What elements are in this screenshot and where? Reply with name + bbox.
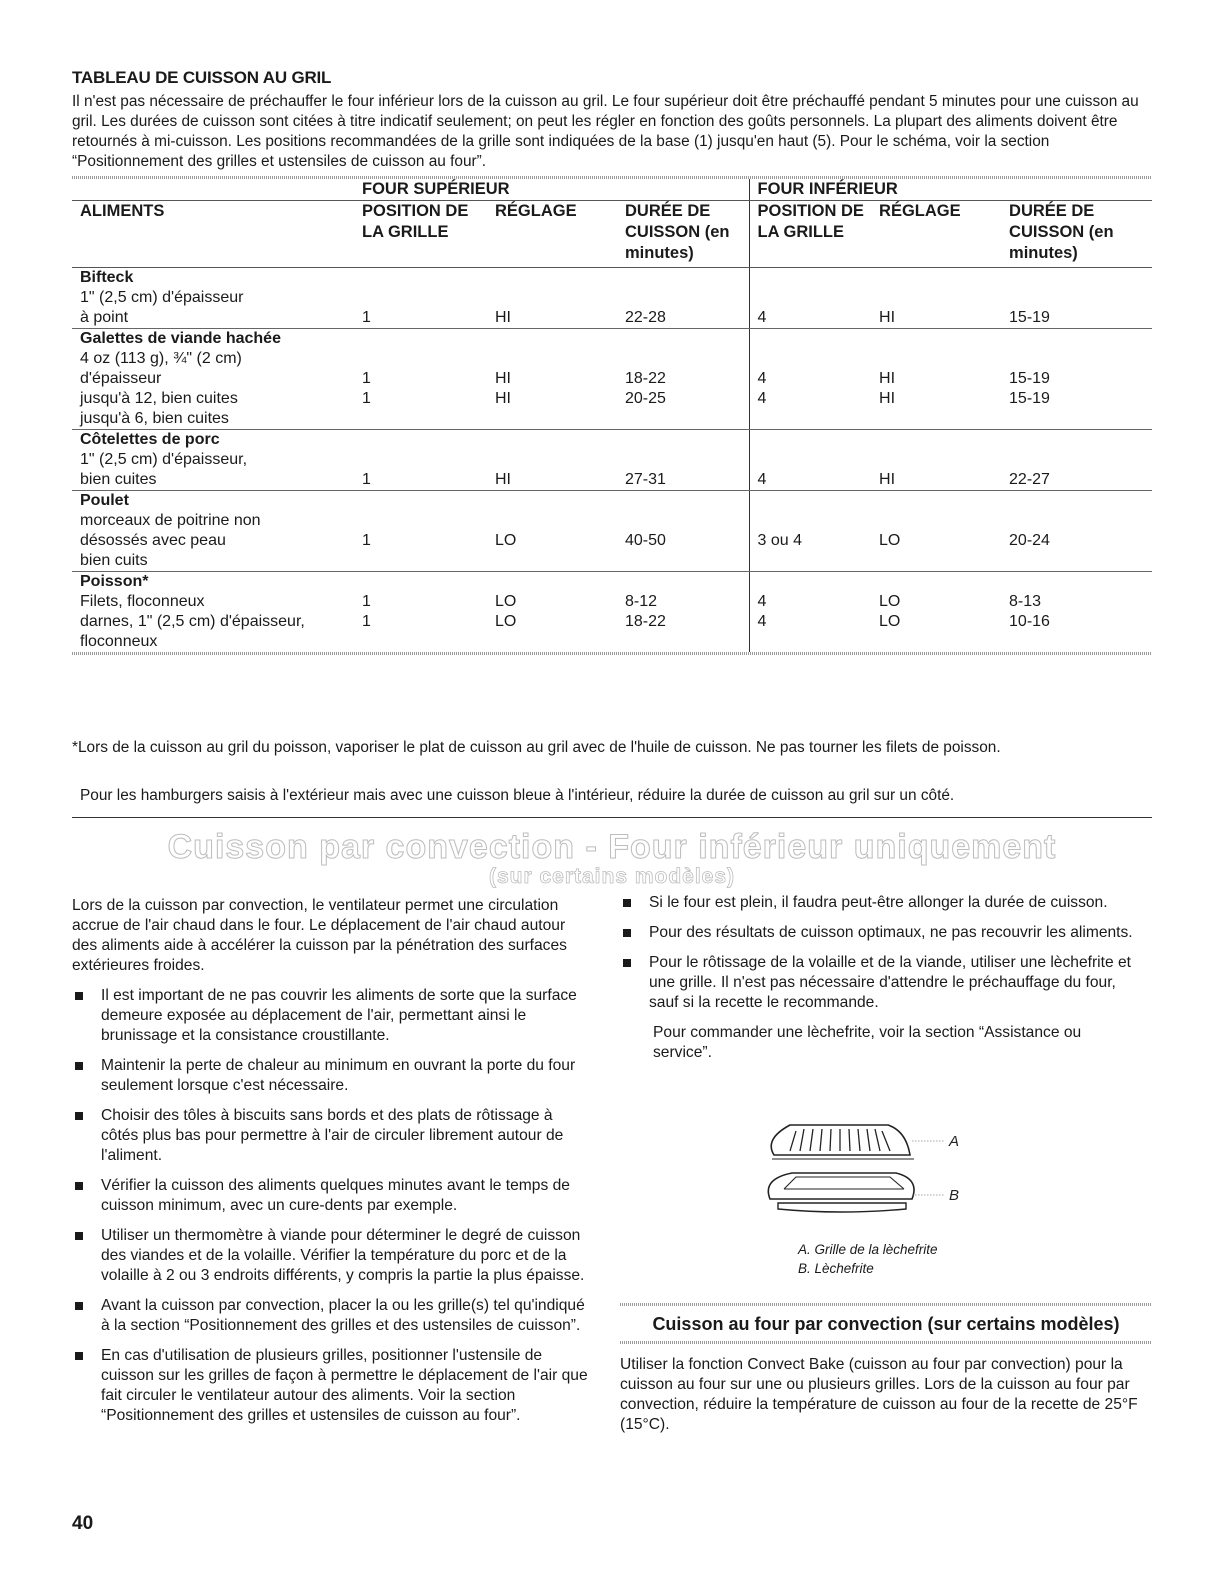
cell-value <box>625 632 749 652</box>
lower-time-cell <box>1009 329 1152 430</box>
cell-value: 20-24 <box>1009 532 1050 549</box>
table-row <box>72 430 1152 491</box>
spacer <box>625 430 749 450</box>
cell-value <box>758 288 880 308</box>
spacer <box>625 329 749 349</box>
spacer <box>495 572 625 592</box>
cell-value <box>879 409 1009 429</box>
list-item-text: Choisir des tôles à biscuits sans bords et des plats de rôtissage à côtés plus bas pour permettre à l'air de circuler librement autour de l'aliment. <box>101 1107 564 1164</box>
square-bullet-icon <box>75 992 83 1000</box>
cell-value: 4 <box>757 309 767 326</box>
subheading-top-rule <box>620 1303 1152 1306</box>
list-item-text: Si le four est plein, il faudra peut-être allonger la durée de cuisson. <box>649 894 1108 911</box>
col-time-line1: DURÉE DE <box>1009 202 1095 220</box>
cell-value: 1 <box>362 613 371 630</box>
lower-setting-cell <box>879 491 1009 572</box>
convection-title: Cuisson par convection - Four inférieur uniquement <box>167 828 1057 866</box>
cell-value <box>879 450 1009 470</box>
cell-value: 1 <box>362 309 371 326</box>
list-item <box>620 923 1140 943</box>
food-detail: morceaux de poitrine non <box>80 512 261 529</box>
upper-position-cell <box>362 430 495 491</box>
list-item <box>620 953 1140 1013</box>
list-item-text: Avant la cuisson par convection, placer la ou les grille(s) tel qu'indiqué à la section “Positionnement des grilles et des ustensiles de cuisson”. <box>101 1297 585 1334</box>
spacer <box>758 430 880 450</box>
food-cell <box>72 491 362 572</box>
food-detail: jusqu'à 6, bien cuites <box>80 410 229 427</box>
convect-bake-text: Utiliser la fonction Convect Bake (cuisson au four par convection) pour la cuisson au four sur une ou plusieurs grilles. Lors de la cuisson au four par convection, réduire la température de cuisson au four de la recette de 25°F (15°C). <box>620 1356 1138 1433</box>
cell-value <box>362 409 495 429</box>
col-food: ALIMENTS <box>72 201 362 268</box>
cell-value <box>362 551 495 571</box>
cell-value <box>758 450 880 470</box>
square-bullet-icon <box>75 1112 83 1120</box>
spacer <box>362 491 495 511</box>
cell-value <box>495 409 625 429</box>
cell-value <box>362 288 495 308</box>
cell-value: 22-28 <box>625 309 666 326</box>
cell-value <box>879 511 1009 531</box>
upper-time-cell <box>625 329 749 430</box>
cell-value: HI <box>879 309 896 326</box>
cell-value: 8-12 <box>625 593 658 610</box>
cell-value <box>758 349 880 369</box>
food-name: Côtelettes de porc <box>80 431 220 448</box>
list-item <box>72 1296 592 1336</box>
cell-value: HI <box>879 471 896 488</box>
lower-time-cell <box>1009 572 1152 653</box>
food-cell <box>72 430 362 491</box>
food-name: Bifteck <box>80 269 134 286</box>
cell-value <box>362 349 495 369</box>
cell-value: 15-19 <box>1009 370 1050 387</box>
food-detail: Filets, floconneux <box>80 593 205 610</box>
spacer <box>362 268 495 288</box>
lower-setting-cell <box>879 572 1009 653</box>
col-time-line3: minutes) <box>1009 244 1078 262</box>
list-item <box>72 1346 592 1426</box>
subheading-bottom-rule <box>620 1341 1152 1344</box>
broil-table-body <box>72 268 1152 653</box>
diagram-caption <box>760 1240 1020 1278</box>
spacer <box>362 329 495 349</box>
cell-value: 40-50 <box>625 532 666 549</box>
cell-value <box>758 409 880 429</box>
cell-value: HI <box>495 471 511 488</box>
spacer <box>495 430 625 450</box>
cell-value <box>1009 511 1152 531</box>
cell-value: HI <box>879 370 896 387</box>
cell-value: LO <box>495 613 517 630</box>
cell-value <box>879 632 1009 652</box>
cell-value: 1 <box>362 593 371 610</box>
spacer <box>758 268 880 288</box>
broiler-pan-diagram <box>760 1117 990 1229</box>
square-bullet-icon <box>75 1182 83 1190</box>
list-item <box>620 893 1140 913</box>
cell-value: 4 <box>757 370 767 387</box>
cell-value: 27-31 <box>625 471 666 488</box>
cell-value <box>495 288 625 308</box>
spacer <box>495 268 625 288</box>
upper-setting-cell <box>495 268 625 329</box>
cell-value <box>1009 288 1152 308</box>
square-bullet-icon <box>75 1232 83 1240</box>
list-item <box>72 986 592 1046</box>
cell-value: HI <box>495 390 511 407</box>
convect-bake-heading: Cuisson au four par convection (sur certains modèles) <box>652 1314 1120 1334</box>
upper-time-cell <box>625 430 749 491</box>
cell-value <box>625 450 749 470</box>
list-item-text: Utiliser un thermomètre à viande pour déterminer le degré de cuisson des viandes et de la volaille. Vérifier la température du porc et de la volaille à 2 ou 3 endroits différents, y compris la partie la plus épaisse. <box>101 1227 585 1284</box>
food-cell <box>72 572 362 653</box>
cell-value: 8-13 <box>1009 593 1042 610</box>
col-time-line2: CUISSON (en <box>1009 223 1114 241</box>
col-position-line1: POSITION DE <box>362 202 469 220</box>
cell-value <box>625 551 749 571</box>
cell-value <box>879 349 1009 369</box>
cell-value <box>362 511 495 531</box>
cell-value <box>1009 349 1152 369</box>
spacer <box>362 430 495 450</box>
cell-value <box>1009 632 1152 652</box>
food-name: Galettes de viande hachée <box>80 330 281 347</box>
cell-value: LO <box>495 532 517 549</box>
broil-chart-title: TABLEAU DE CUISSON AU GRIL <box>72 68 332 87</box>
col-lower-position <box>749 201 879 268</box>
spacer <box>879 572 1009 592</box>
cell-value <box>1009 409 1152 429</box>
food-detail: d'épaisseur <box>80 370 162 387</box>
group-upper-oven: FOUR SUPÉRIEUR <box>362 179 749 201</box>
lower-position-cell <box>749 430 879 491</box>
lower-time-cell <box>1009 268 1152 329</box>
cell-value <box>625 349 749 369</box>
cell-value <box>879 551 1009 571</box>
cell-value: 15-19 <box>1009 390 1050 407</box>
spacer <box>625 268 749 288</box>
cell-value <box>625 511 749 531</box>
spacer <box>625 572 749 592</box>
food-cell <box>72 329 362 430</box>
convection-tips-list <box>72 986 592 1426</box>
cell-value: 1 <box>362 370 371 387</box>
spacer <box>758 491 880 511</box>
cell-value <box>495 450 625 470</box>
upper-position-cell <box>362 572 495 653</box>
food-detail: darnes, 1" (2,5 cm) d'épaisseur, <box>80 613 305 630</box>
cell-value <box>495 511 625 531</box>
hamburger-note: Pour les hamburgers saisis à l'extérieur mais avec une cuisson bleue à l'intérieur, réduire la durée de cuisson au gril sur un côté. <box>80 787 955 804</box>
convection-right-column <box>620 893 1140 1073</box>
table-bottom-rule <box>72 652 1152 655</box>
col-lower-setting: RÉGLAGE <box>879 201 1009 268</box>
caption-a: A. Grille de la lèchefrite <box>798 1242 938 1257</box>
cell-value: 1 <box>362 471 371 488</box>
cell-value: LO <box>495 593 517 610</box>
table-row <box>72 329 1152 430</box>
lower-setting-cell <box>879 268 1009 329</box>
table-column-header <box>72 201 1152 268</box>
order-broiler-pan-text: Pour commander une lèchefrite, voir la section “Assistance ou service”. <box>653 1024 1082 1061</box>
food-detail: désossés avec peau <box>80 532 226 549</box>
spacer <box>1009 572 1152 592</box>
list-item-text: Pour des résultats de cuisson optimaux, ne pas recouvrir les aliments. <box>649 924 1133 941</box>
food-detail: 4 oz (113 g), ¾" (2 cm) <box>80 350 242 367</box>
list-item-text: Pour le rôtissage de la volaille et de la viande, utiliser une lèchefrite et une grille. Il n'est pas nécessaire d'attendre le préchauffage du four, sauf si la recette le recommande. <box>649 954 1131 1011</box>
cell-value: 10-16 <box>1009 613 1050 630</box>
cell-value: 18-22 <box>625 370 666 387</box>
spacer <box>879 268 1009 288</box>
lower-position-cell <box>749 572 879 653</box>
spacer <box>362 572 495 592</box>
list-item <box>72 1106 592 1166</box>
section-divider <box>72 817 1152 818</box>
lower-setting-cell <box>879 329 1009 430</box>
cell-value <box>758 551 880 571</box>
cell-value: 4 <box>757 471 767 488</box>
food-detail: à point <box>80 309 129 326</box>
spacer <box>879 491 1009 511</box>
cell-value: 15-19 <box>1009 309 1050 326</box>
label-b: B <box>949 1187 960 1204</box>
food-name: Poisson* <box>80 573 149 590</box>
upper-time-cell <box>625 268 749 329</box>
col-position-line1: POSITION DE <box>757 202 864 220</box>
list-item <box>72 1056 592 1096</box>
cell-value <box>758 632 880 652</box>
label-a: A <box>949 1133 960 1150</box>
list-item <box>72 1226 592 1286</box>
cell-value: 4 <box>757 390 767 407</box>
cell-value: HI <box>879 390 896 407</box>
col-time-line2: CUISSON (en <box>625 223 730 241</box>
cell-value: 3 ou 4 <box>757 532 803 549</box>
table-row <box>72 572 1152 653</box>
page-number: 40 <box>72 1513 94 1534</box>
upper-time-cell <box>625 572 749 653</box>
convection-subtitle: (sur certains modèles) <box>488 865 736 888</box>
list-item-text: Il est important de ne pas couvrir les aliments de sorte que la surface demeure exposée au déplacement de l'air, permettant ainsi le brunissage et la consistance croustillante. <box>101 987 577 1044</box>
list-item <box>72 1176 592 1216</box>
spacer <box>758 329 880 349</box>
spacer <box>1009 430 1152 450</box>
cell-value: 1 <box>362 390 371 407</box>
cell-value: 20-25 <box>625 390 666 407</box>
col-position-line2: LA GRILLE <box>362 223 449 241</box>
convection-tips-list-right <box>620 893 1140 1013</box>
lower-time-cell <box>1009 491 1152 572</box>
food-detail: 1" (2,5 cm) d'épaisseur <box>80 289 244 306</box>
food-detail: jusqu'à 12, bien cuites <box>80 390 238 407</box>
square-bullet-icon <box>623 959 631 967</box>
cell-value <box>495 349 625 369</box>
cell-value: 4 <box>757 593 767 610</box>
col-position-line2: LA GRILLE <box>757 223 844 241</box>
col-time-line1: DURÉE DE <box>625 202 711 220</box>
upper-setting-cell <box>495 430 625 491</box>
list-item-text: En cas d'utilisation de plusieurs grilles, positionner l'ustensile de cuisson sur les grilles de façon à permettre le déplacement de l'air que fait circuler le ventilateur autour des aliments. Voir la section “Positionnement des grilles et ustensiles de cuisson au four”. <box>101 1347 588 1424</box>
square-bullet-icon <box>75 1352 83 1360</box>
food-name: Poulet <box>80 492 129 509</box>
cell-value <box>495 632 625 652</box>
cell-value: 18-22 <box>625 613 666 630</box>
food-detail: bien cuits <box>80 552 148 569</box>
upper-setting-cell <box>495 572 625 653</box>
square-bullet-icon <box>75 1302 83 1310</box>
table-row <box>72 491 1152 572</box>
cell-value <box>495 551 625 571</box>
upper-setting-cell <box>495 491 625 572</box>
col-lower-time <box>1009 201 1152 268</box>
square-bullet-icon <box>75 1062 83 1070</box>
cell-value: LO <box>879 532 901 549</box>
list-item-text: Vérifier la cuisson des aliments quelques minutes avant le temps de cuisson minimum, avec un cure-dents par exemple. <box>101 1177 570 1214</box>
cell-value <box>625 409 749 429</box>
col-upper-setting: RÉGLAGE <box>495 201 625 268</box>
food-detail: floconneux <box>80 633 158 650</box>
cell-value: 4 <box>757 613 767 630</box>
food-cell <box>72 268 362 329</box>
broiler-pan-illustration <box>768 1173 944 1212</box>
caption-b: B. Lèchefrite <box>798 1261 874 1276</box>
table-group-header <box>72 179 1152 201</box>
lower-time-cell <box>1009 430 1152 491</box>
spacer <box>625 491 749 511</box>
upper-position-cell <box>362 491 495 572</box>
col-upper-position <box>362 201 495 268</box>
lower-position-cell <box>749 329 879 430</box>
cell-value <box>362 450 495 470</box>
convection-intro: Lors de la cuisson par convection, le ventilateur permet une circulation accrue de l'air chaud dans le four. Le déplacement de l'air chaud autour des aliments aide à accélérer la cuisson par la pénétration des surfaces extérieures froides. <box>72 897 567 974</box>
upper-position-cell <box>362 329 495 430</box>
cell-value <box>758 511 880 531</box>
lower-position-cell <box>749 268 879 329</box>
cell-value <box>625 288 749 308</box>
spacer <box>1009 268 1152 288</box>
col-upper-time <box>625 201 749 268</box>
spacer <box>1009 491 1152 511</box>
upper-position-cell <box>362 268 495 329</box>
broil-table-container <box>72 176 1152 655</box>
cell-value: LO <box>879 593 901 610</box>
broil-table <box>72 179 1152 652</box>
upper-time-cell <box>625 491 749 572</box>
group-lower-oven: FOUR INFÉRIEUR <box>749 179 1152 201</box>
list-item-text: Maintenir la perte de chaleur au minimum en ouvrant la porte du four seulement lorsque c'est nécessaire. <box>101 1057 576 1094</box>
food-detail: bien cuites <box>80 471 157 488</box>
cell-value: HI <box>495 309 511 326</box>
convection-left-column <box>72 896 592 1436</box>
cell-value <box>1009 551 1152 571</box>
spacer <box>879 329 1009 349</box>
lower-position-cell <box>749 491 879 572</box>
upper-setting-cell <box>495 329 625 430</box>
table-row <box>72 268 1152 329</box>
broiler-grid-illustration <box>771 1125 944 1159</box>
square-bullet-icon <box>623 899 631 907</box>
cell-value: 1 <box>362 532 371 549</box>
cell-value: HI <box>495 370 511 387</box>
spacer <box>879 430 1009 450</box>
cell-value <box>879 288 1009 308</box>
food-detail: 1" (2,5 cm) d'épaisseur, <box>80 451 248 468</box>
spacer <box>1009 329 1152 349</box>
spacer <box>758 572 880 592</box>
broil-intro: Il n'est pas nécessaire de préchauffer le four inférieur lors de la cuisson au gril. Le four supérieur doit être préchauffé pendant 5 minutes pour une cuisson au gril. Les durées de cuisson sont citées à titre indicatif seulement; on peut les régler en fonction des goûts personnels. La plupart des aliments doivent être retournés à mi-cuisson. Les positions recommandées de la grille sont indiquées de la base (1) jusqu'en haut (5). Pour le schéma, voir la section “Positionnement des grilles et ustensiles de cuisson au four”. <box>72 93 1139 170</box>
cell-value: LO <box>879 613 901 630</box>
spacer <box>495 491 625 511</box>
col-time-line3: minutes) <box>625 244 694 262</box>
spacer <box>495 329 625 349</box>
cell-value <box>362 632 495 652</box>
fish-footnote: *Lors de la cuisson au gril du poisson, vaporiser le plat de cuisson au gril avec de l'huile de cuisson. Ne pas tourner les filets de poisson. <box>72 739 1001 756</box>
cell-value <box>1009 450 1152 470</box>
square-bullet-icon <box>623 929 631 937</box>
lower-setting-cell <box>879 430 1009 491</box>
cell-value: 22-27 <box>1009 471 1050 488</box>
